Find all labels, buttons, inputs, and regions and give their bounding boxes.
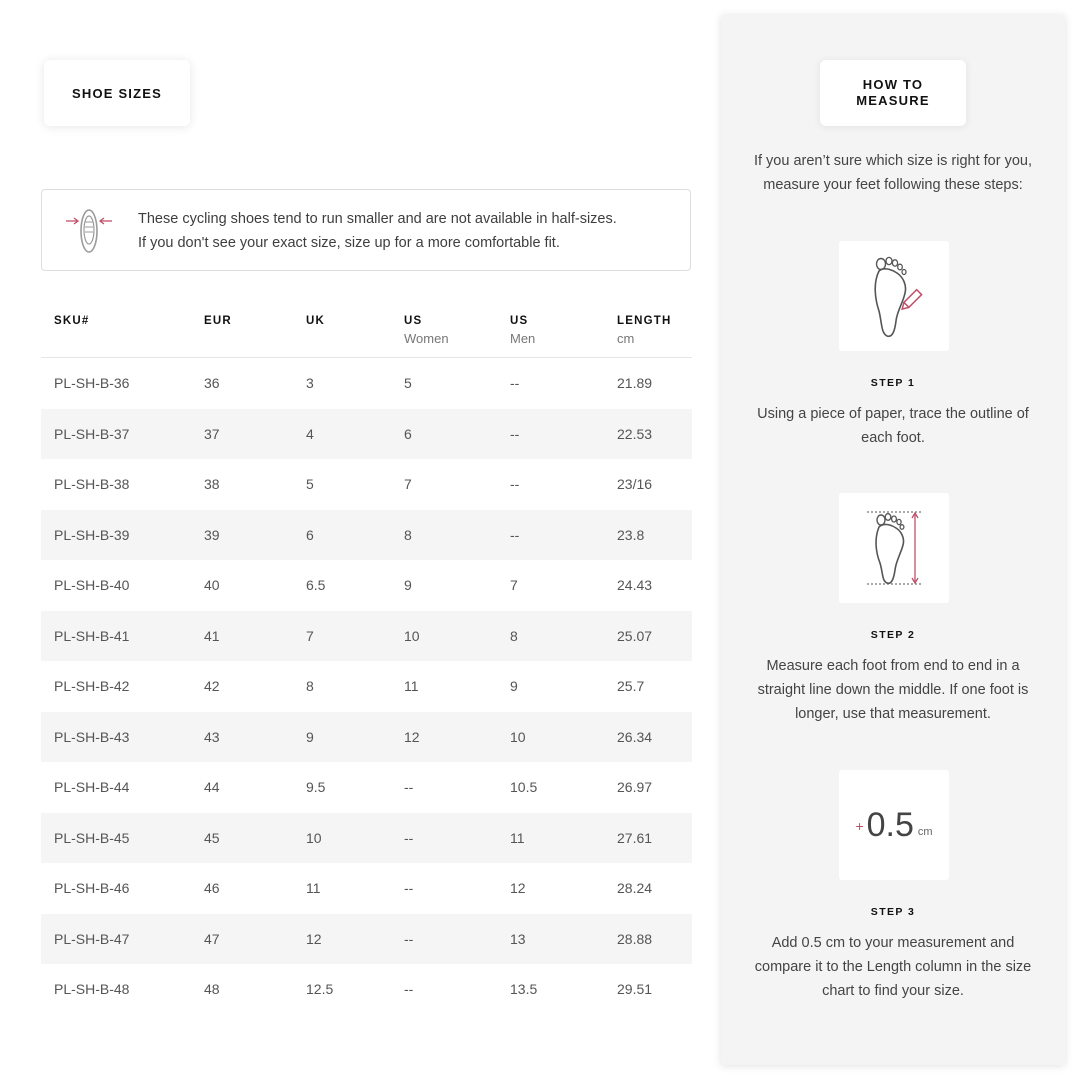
cell-sku: PL-SH-B-45 (54, 829, 130, 846)
table-row (41, 712, 692, 763)
col-header-length: LENGTH cm (617, 315, 672, 346)
cell-length: 21.89 (617, 375, 653, 391)
foot-length-icon (839, 493, 949, 603)
cell-us-men: 10 (510, 728, 526, 745)
cell-length: 25.07 (617, 627, 653, 644)
shoe-sizes-tab-label: SHOE SIZES (71, 85, 163, 101)
how-to-measure-tab[interactable] (820, 60, 966, 126)
cell-us-men: 13 (510, 930, 526, 947)
how-to-measure-panel (721, 15, 1065, 1065)
cell-eur: 44 (204, 779, 220, 795)
cell-uk: 9.5 (306, 779, 326, 795)
cell-us-men: -- (510, 425, 520, 442)
cell-uk: 11 (306, 880, 321, 896)
cell-sku: PL-SH-B-46 (54, 880, 130, 896)
cell-uk: 5 (306, 476, 314, 492)
cell-length: 29.51 (617, 981, 653, 997)
plus-half-cm-icon (839, 770, 949, 880)
cell-length: 26.34 (617, 728, 653, 745)
col-header-us-women: US Women (404, 315, 449, 346)
cell-eur: 48 (204, 981, 220, 997)
cell-length: 22.53 (617, 425, 653, 442)
cell-us-women: 12 (404, 728, 420, 745)
cell-eur: 40 (204, 577, 220, 593)
cell-sku: PL-SH-B-37 (54, 425, 130, 442)
step-1-text: Using a piece of paper, trace the outline of each foot. (757, 406, 1029, 446)
cell-eur: 41 (204, 627, 220, 644)
cell-uk: 12.5 (306, 981, 334, 997)
cell-us-men: 12 (510, 880, 526, 896)
cell-us-men: 11 (510, 829, 525, 846)
cell-eur: 39 (204, 526, 220, 543)
cell-length: 24.43 (617, 577, 653, 593)
cell-us-women: 10 (404, 627, 420, 644)
step-2-text: Measure each foot from end to end in a straight line down the middle. If one foot is longer, use that measurement. (757, 658, 1029, 722)
cell-us-women: 7 (404, 476, 412, 492)
cell-us-women: -- (404, 880, 414, 896)
cell-eur: 37 (204, 425, 220, 442)
notice-line-1: These cycling shoes tend to run smaller and are not available in half-sizes. (138, 211, 617, 227)
plus-sign: + (855, 818, 864, 834)
table-row (41, 661, 692, 712)
step-3-text: Add 0.5 cm to your measurement and compare it to the Length column in the size chart to find your size. (754, 935, 1032, 999)
cell-us-men: -- (510, 476, 520, 492)
step-2-label: STEP 2 (870, 629, 916, 641)
cell-length: 28.24 (617, 880, 653, 896)
cell-uk: 6.5 (306, 577, 326, 593)
cell-uk: 4 (306, 425, 314, 442)
table-row (41, 459, 692, 510)
cell-us-women: 9 (404, 577, 412, 593)
cell-us-men: 13.5 (510, 981, 538, 997)
plus-value: 0.5 (866, 805, 914, 844)
cell-us-women: 6 (404, 425, 412, 442)
table-row (41, 813, 692, 864)
cell-uk: 3 (306, 375, 314, 391)
table-row (41, 611, 692, 662)
table-row (41, 409, 692, 460)
cell-eur: 42 (204, 678, 220, 694)
cell-length: 27.61 (617, 829, 653, 846)
cell-sku: PL-SH-B-39 (54, 526, 130, 543)
cell-sku: PL-SH-B-40 (54, 577, 130, 593)
cell-length: 23/16 (617, 476, 653, 492)
cell-uk: 7 (306, 627, 314, 644)
cell-sku: PL-SH-B-44 (54, 779, 130, 795)
cell-us-men: 9 (510, 678, 518, 694)
cell-sku: PL-SH-B-47 (54, 930, 130, 947)
step-1-illustration (839, 241, 949, 351)
cell-us-men: 10.5 (510, 779, 538, 795)
cell-us-men: -- (510, 526, 520, 543)
how-to-measure-title-line-2: MEASURE (856, 93, 930, 108)
table-row (41, 964, 692, 1015)
cell-sku: PL-SH-B-42 (54, 678, 130, 694)
cell-uk: 8 (306, 678, 314, 694)
cell-sku: PL-SH-B-41 (54, 627, 130, 644)
table-row (41, 358, 692, 409)
size-chart-table (41, 302, 692, 1015)
cell-sku: PL-SH-B-36 (54, 375, 130, 391)
cell-us-men: -- (510, 375, 520, 391)
col-header-uk: UK (306, 315, 326, 327)
cell-uk: 6 (306, 526, 314, 543)
cell-us-women: 8 (404, 526, 412, 543)
cell-us-men: 7 (510, 577, 518, 593)
cell-us-women: 11 (404, 678, 419, 694)
table-row (41, 510, 692, 561)
plus-unit: cm (917, 826, 933, 838)
notice-line-2: If you don't see your exact size, size up for a more comfortable fit. (138, 235, 560, 251)
cell-eur: 36 (204, 375, 220, 391)
cell-length: 28.88 (617, 930, 653, 947)
cell-uk: 9 (306, 728, 314, 745)
step-3-illustration (839, 770, 949, 880)
cell-sku: PL-SH-B-38 (54, 476, 130, 492)
table-row (41, 560, 692, 611)
col-header-eur: EUR (204, 315, 232, 327)
shoe-narrow-icon (64, 208, 114, 254)
cell-us-women: -- (404, 930, 414, 947)
cell-eur: 38 (204, 476, 220, 492)
cell-uk: 12 (306, 930, 322, 947)
col-header-sku: SKU# (54, 315, 90, 327)
cell-sku: PL-SH-B-43 (54, 728, 130, 745)
table-row (41, 762, 692, 813)
measure-intro: If you aren’t sure which size is right for you, measure your feet following these steps: (753, 153, 1033, 193)
shoe-sizes-tab[interactable] (44, 60, 190, 126)
cell-eur: 46 (204, 880, 220, 896)
cell-us-women: -- (404, 981, 414, 997)
table-body (41, 358, 692, 1015)
cell-eur: 45 (204, 829, 220, 846)
cell-us-men: 8 (510, 627, 518, 644)
cell-sku: PL-SH-B-48 (54, 981, 130, 997)
table-row (41, 863, 692, 914)
cell-uk: 10 (306, 829, 322, 846)
step-3-label: STEP 3 (870, 906, 916, 918)
cell-length: 26.97 (617, 779, 653, 795)
fit-notice (41, 189, 691, 271)
col-header-us-men: US Men (510, 315, 536, 346)
table-header (41, 302, 692, 358)
how-to-measure-title-line-1: HOW TO (862, 77, 924, 92)
step-1-label: STEP 1 (870, 377, 916, 389)
cell-eur: 43 (204, 728, 220, 745)
cell-length: 25.7 (617, 678, 645, 694)
cell-length: 23.8 (617, 526, 645, 543)
step-2-illustration (839, 493, 949, 603)
cell-us-women: -- (404, 829, 414, 846)
cell-us-women: 5 (404, 375, 412, 391)
foot-trace-icon (839, 241, 949, 351)
cell-eur: 47 (204, 930, 220, 947)
table-row (41, 914, 692, 965)
cell-us-women: -- (404, 779, 414, 795)
